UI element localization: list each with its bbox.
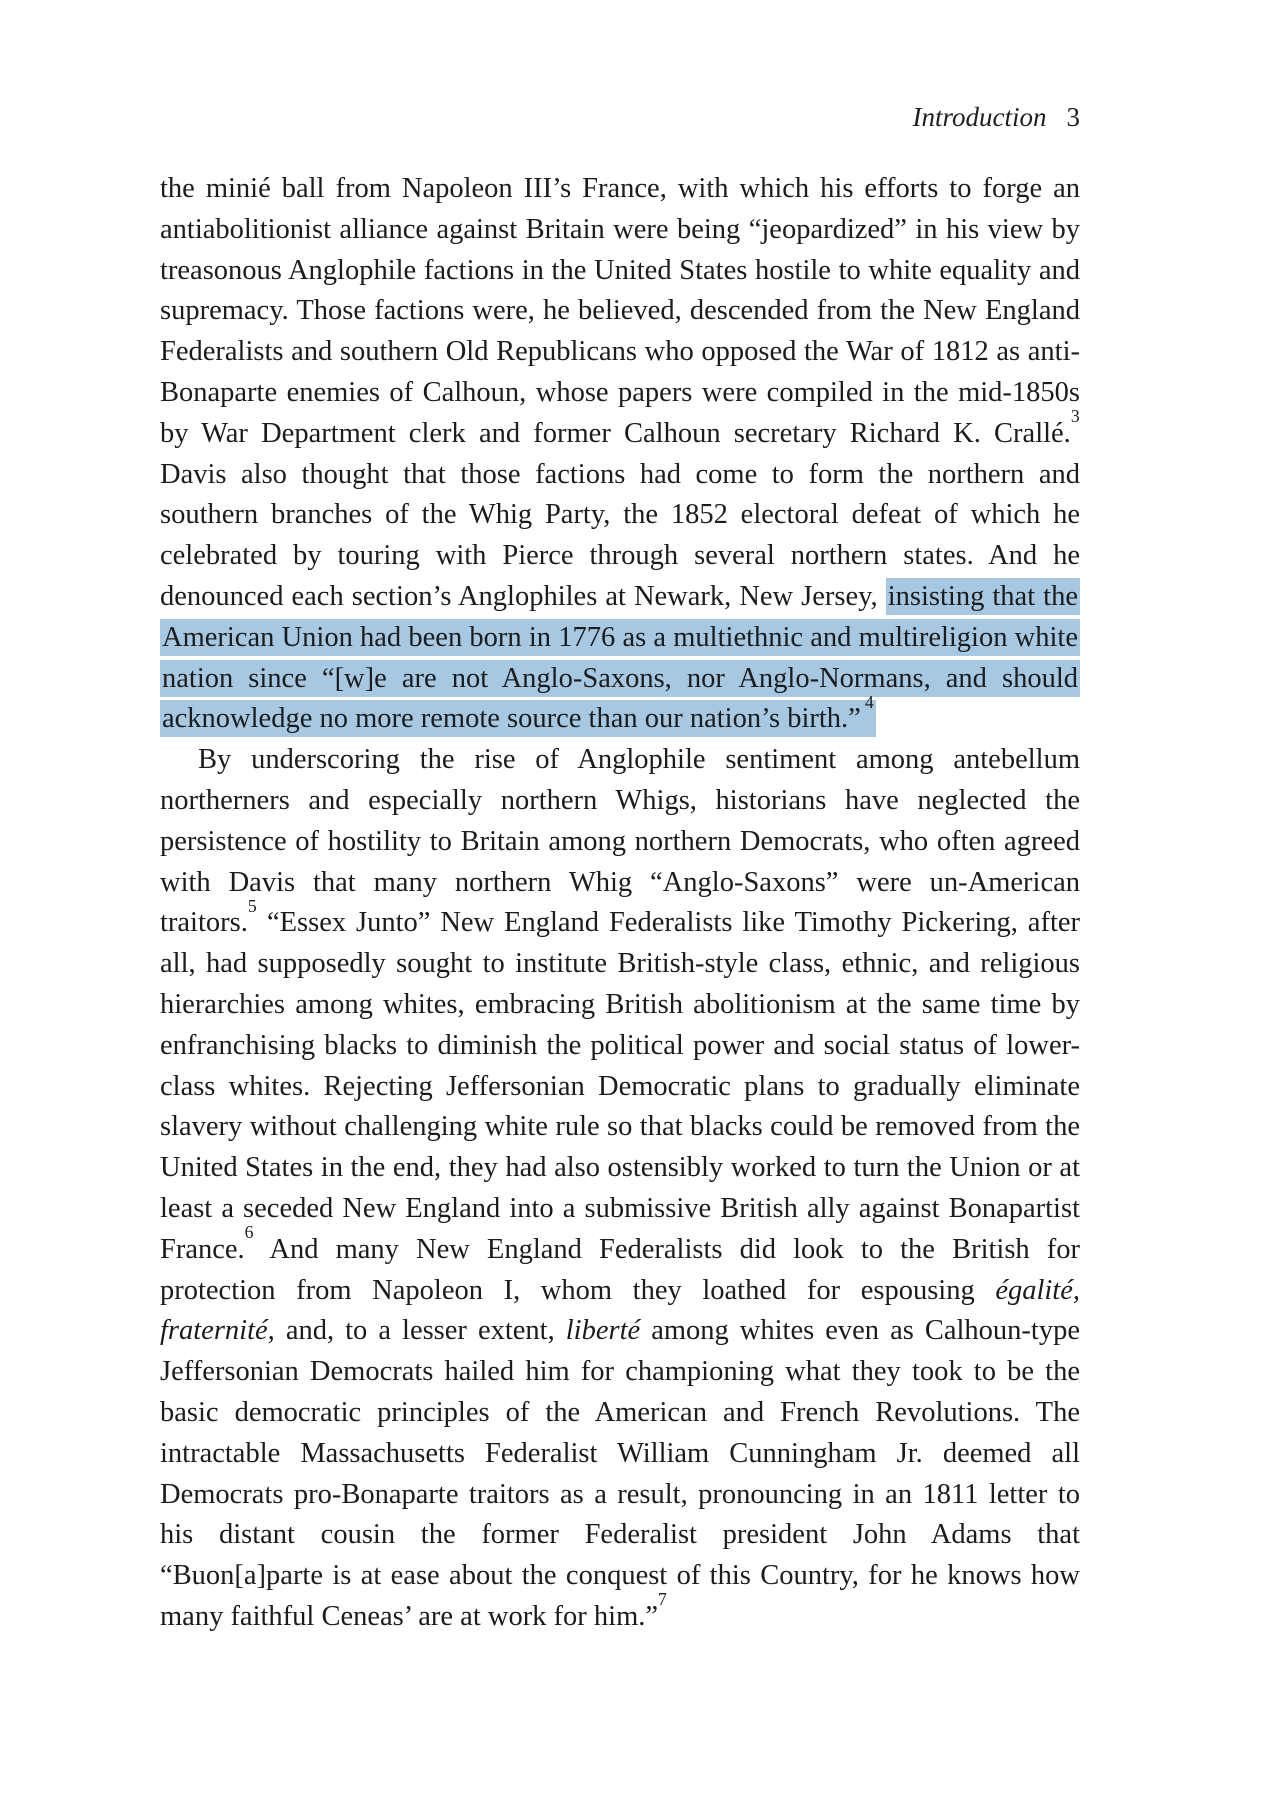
text-run: By underscoring the rise of Anglophile sentiment among antebellum northerners and especially northern Whigs, historians have neglected the persistence of hostility to Britain among northern Democrats, who often agreed with Davis that many northern Whig “Anglo-Saxons” were un-American traitors. xyxy=(160,744,1080,939)
paragraph xyxy=(160,169,1080,740)
footnote-ref: 5 xyxy=(247,895,258,916)
text-run: and, to a lesser extent, xyxy=(274,1315,566,1347)
page-number: 3 xyxy=(1066,102,1080,132)
footnote-ref: 7 xyxy=(658,1589,668,1610)
footnote-ref: 6 xyxy=(244,1222,254,1243)
text-run: among whites even as Calhoun-type Jeffersonian Democrats hailed him for championing what they took to be the basic democratic principles of the American and French Revolutions. The intractable Massachusetts Federalist William Cunningham Jr. deemed all Democrats pro-Bonaparte traitors as a result, pronouncing in an 1811 letter to his distant cousin the former Federalist president John Adams that “Buon[a]parte is at ease about the conquest of this Country, for he knows how many faithful Ceneas’ are at work for him.” xyxy=(160,1315,1080,1632)
text-run: égalité, fraternité, xyxy=(160,1274,1080,1347)
text-run: the minié ball from Napoleon III’s France, with which his efforts to forge an antiabolitionist alliance against Britain were being “jeopardized” in his view by treasonous Anglophile factions in the United States hostile to white equality and supremacy. Those factions were, he believed, descended from the New England Federalists and southern Old Republicans who opposed the War of 1812 as anti-Bonaparte enemies of Calhoun, whose papers were compiled in the mid-1850s by War Department clerk and former Calhoun secretary Richard K. Crallé. xyxy=(160,173,1080,449)
paragraph xyxy=(160,740,1080,1638)
footnote-ref: 4 xyxy=(864,691,875,712)
body-text xyxy=(160,169,1080,1638)
text-run: “Essex Junto” New England Federalists like Timothy Pickering, after all, had supposedly sought to institute British-style class, ethnic, and religious hierarchies among whites, embracing British abolitionism at the same time by enfranchising blacks to diminish the political power and social status of lower-class whites. Rejecting Jeffersonian Democratic plans to gradually eliminate slavery without challenging white rule so that blacks could be removed from the United States in the end, they had also ostensibly worked to turn the Union or at least a seceded New England into a submissive British ally against Bonapartist France. xyxy=(160,907,1080,1265)
footnote-ref: 3 xyxy=(1070,406,1080,427)
text-run: liberté xyxy=(565,1315,641,1347)
highlight-mark xyxy=(863,691,876,737)
running-header xyxy=(160,100,1080,134)
running-header-title: Introduction xyxy=(912,102,1047,132)
text-run: And many New England Federalists did look to the British for protection from Napoleon I, whom they loathed for espousing xyxy=(160,1233,1080,1306)
text-column xyxy=(160,100,1080,1638)
highlighted-text: insisting that the American Union had been born in 1776 as a multiethnic and multireligion white nation since “[w]e are not Anglo-Saxons, nor Anglo-Normans, and should acknowledge no more remote source than our nation’s birth.” xyxy=(162,580,1078,735)
text-run: Davis also thought that those factions had come to form the northern and southern branches of the Whig Party, the 1852 electoral defeat of which he celebrated by touring with Pierce through several northern states. And he denounced each section’s Anglophiles at Newark, New Jersey, xyxy=(160,458,1080,612)
